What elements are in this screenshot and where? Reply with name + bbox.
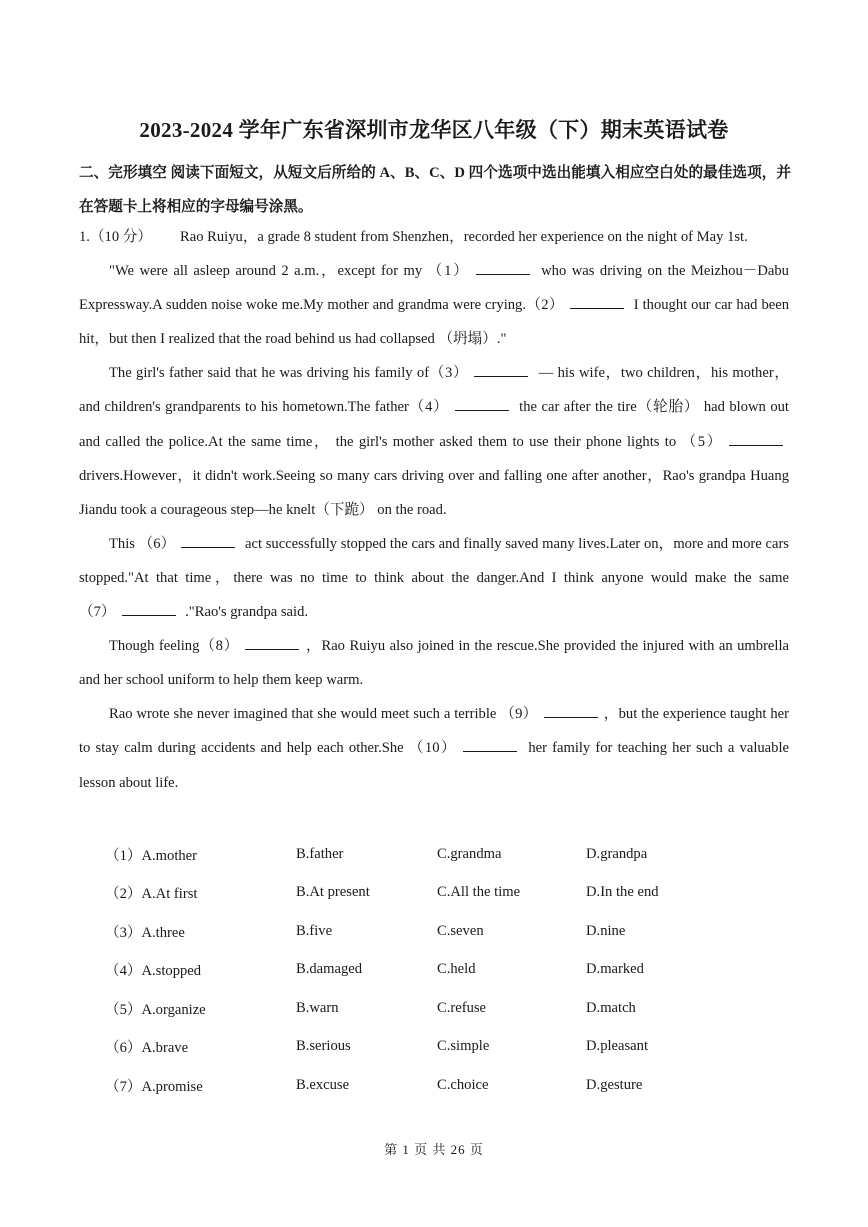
option-choice: D.pleasant	[586, 1038, 649, 1055]
passage-text: who was driving on the Meizhou－Dabu Expressway.A sudden noise woke me.My mother and grandma were crying.	[79, 263, 789, 314]
blank-line	[463, 737, 517, 752]
option-choice: （6）A.brave	[105, 1040, 189, 1057]
passage-paragraph	[79, 220, 789, 254]
blank-slot	[79, 604, 182, 620]
passage-paragraph	[79, 629, 789, 697]
blank-line	[181, 533, 235, 548]
option-choice: D.gesture	[586, 1076, 643, 1093]
option-row	[105, 1066, 805, 1105]
blank-slot	[681, 434, 789, 450]
option-choice: B.warn	[296, 999, 339, 1016]
blank-line	[544, 703, 598, 718]
option-choice: D.nine	[586, 922, 626, 939]
blank-number: （7）	[79, 604, 116, 621]
blank-number: （1）	[427, 263, 470, 280]
blank-number: （8）	[199, 638, 240, 655]
passage-text: the car after the tire（轮胎） had blown out and called the police.At the same time， the girl's mother asked them to use their phone lights to	[79, 399, 789, 450]
option-choice: B.At present	[296, 884, 370, 901]
blank-slot	[199, 638, 305, 654]
blank-line	[122, 601, 176, 616]
cloze-passage	[79, 220, 789, 800]
option-choice: C.grandma	[437, 845, 502, 862]
option-choice: （2）A.At first	[105, 886, 198, 903]
option-choice: C.held	[437, 961, 476, 978]
option-choice: C.choice	[437, 1076, 489, 1093]
blank-slot	[428, 263, 536, 279]
blank-number: （6）	[138, 535, 176, 552]
passage-text: "We were all asleep around 2 a.m.，except for my	[109, 263, 428, 280]
passage-text: drivers.However，it didn't work.Seeing so many cars driving over and falling one after another，Rao's grandpa Huang Jiandu took a courageous step—he knelt（下跪） on the road.	[79, 467, 789, 518]
option-row	[105, 874, 805, 913]
passage-text: act successfully stopped the cars and finally saved many lives.Later on，more and more cars stopped."At that time，there was no time to think about the danger.And I think anyone would make the same	[79, 535, 789, 586]
blank-number: （9）	[500, 706, 538, 723]
option-row	[105, 989, 805, 1028]
option-row	[105, 1028, 805, 1067]
option-choice: （3）A.three	[105, 924, 185, 941]
option-choice: C.All the time	[437, 884, 521, 901]
passage-text: The girl's father said that he was driving his family of	[109, 365, 430, 382]
blank-slot	[409, 399, 515, 415]
passage-text: I thought our car had been hit，but then I realized that the road behind us had collapsed （坍塌）."	[79, 297, 789, 348]
passage-text: ."Rao's grandpa said.	[181, 604, 309, 621]
blank-slot	[500, 706, 603, 722]
blank-number: （3）	[429, 365, 469, 382]
answer-options	[105, 835, 805, 1105]
passage-text: This	[109, 535, 139, 552]
option-choice: B.father	[296, 845, 344, 862]
section-instruction: 二、完形填空 阅读下面短文，从短文后所给的 A、B、C、D 四个选项中选出能填入相应空白处的最佳选项，并在答题卡上将相应的字母编号涂黑。	[79, 165, 791, 215]
blank-line	[729, 431, 783, 446]
passage-text: ，but the experience taught her to stay calm during accidents and help each other.She	[79, 706, 789, 757]
passage-paragraph	[79, 527, 789, 629]
option-choice: （7）A.promise	[105, 1078, 203, 1095]
passage-text: Though feeling	[109, 638, 200, 655]
option-choice: D.marked	[586, 961, 644, 978]
blank-line	[245, 635, 299, 650]
blank-line	[476, 260, 530, 275]
option-choice: B.excuse	[296, 1076, 350, 1093]
option-choice: D.In the end	[586, 884, 659, 901]
blank-slot	[409, 740, 523, 756]
option-choice: （5）A.organize	[105, 1001, 206, 1018]
passage-paragraph	[79, 254, 789, 356]
blank-number: （5）	[681, 433, 723, 450]
option-choice: C.seven	[437, 922, 484, 939]
option-choice: C.simple	[437, 1038, 490, 1055]
option-choice: B.damaged	[296, 961, 363, 978]
passage-text: Rao wrote she never imagined that she would meet such a terrible	[109, 706, 501, 723]
blank-number: （2）	[526, 297, 564, 314]
passage-text: ，Rao Ruiyu also joined in the rescue.She provided the injured with an umbrella and her school uniform to help them keep warm.	[79, 638, 789, 689]
option-choice: （1）A.mother	[105, 847, 198, 864]
page-footer: 第 1 页 共 26 页	[384, 1142, 484, 1157]
blank-line	[474, 362, 528, 377]
option-row	[105, 835, 805, 874]
passage-text: — his wife，two children，his mother，and children's grandparents to his hometown.The father	[79, 365, 789, 416]
exam-title: 2023-2024 学年广东省深圳市龙华区八年级（下）期末英语试卷	[139, 118, 729, 142]
blank-slot	[429, 365, 534, 381]
option-choice: （4）A.stopped	[105, 963, 202, 980]
passage-text: her family for teaching her such a valuable lesson about life.	[79, 740, 789, 791]
blank-number: （4）	[408, 399, 449, 416]
option-row	[105, 912, 805, 951]
blank-number: （10）	[408, 740, 458, 757]
question-number: 1.（10 分）	[79, 229, 152, 245]
option-choice: C.refuse	[437, 999, 487, 1016]
option-choice: B.five	[296, 922, 333, 939]
option-choice: D.match	[586, 999, 636, 1016]
blank-slot	[139, 536, 242, 552]
passage-paragraph	[79, 356, 789, 526]
blank-line	[455, 396, 509, 411]
blank-slot	[526, 297, 630, 313]
option-row	[105, 951, 805, 990]
blank-line	[570, 294, 624, 309]
option-choice: B.serious	[296, 1038, 351, 1055]
passage-text: Rao Ruiyu，a grade 8 student from Shenzhen，recorded her experience on the night of May 1st.	[179, 229, 748, 245]
passage-paragraph	[79, 697, 789, 799]
option-choice: D.grandpa	[586, 845, 648, 862]
